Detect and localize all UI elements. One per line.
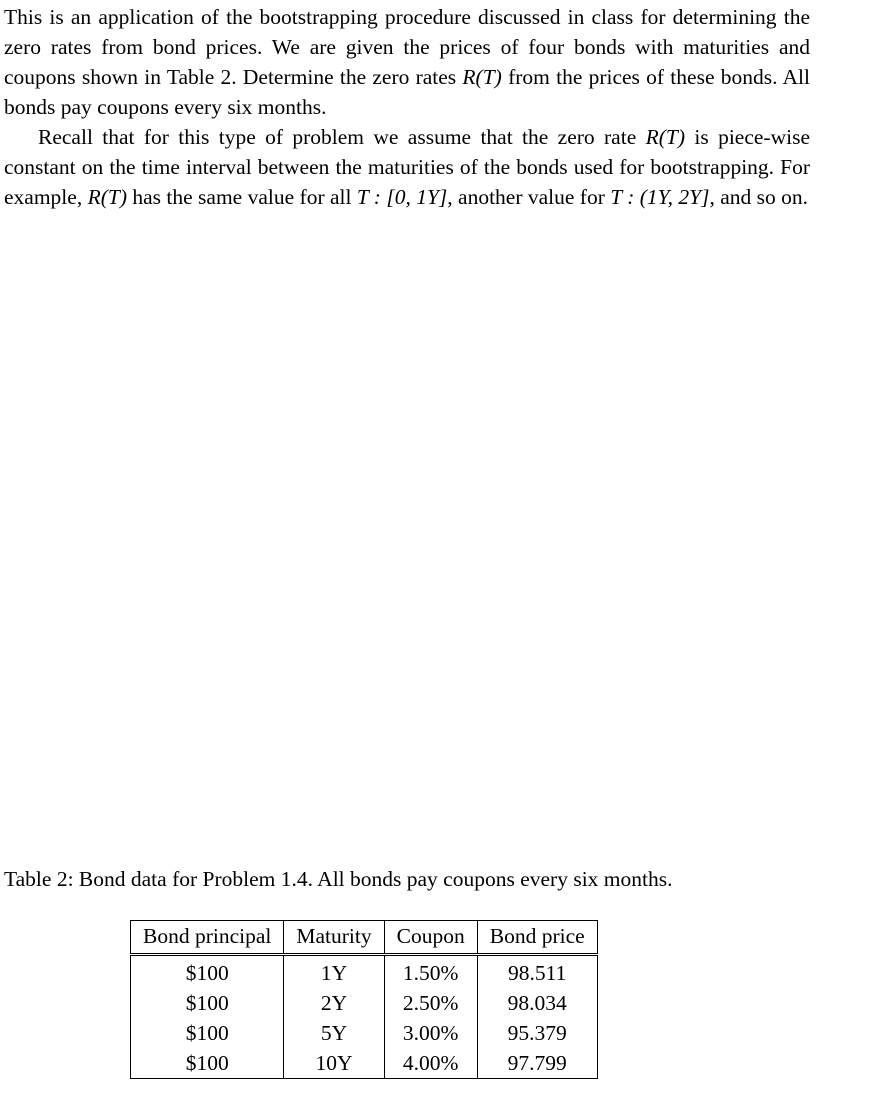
- math-interval-2: T : (1Y, 2Y]: [610, 185, 710, 209]
- bond-table-container: [130, 920, 598, 1079]
- cell-maturity: 5Y: [284, 1018, 384, 1048]
- table-row: [131, 988, 598, 1018]
- table-caption: Table 2: Bond data for Problem 1.4. All bonds pay coupons every six months.: [4, 867, 673, 891]
- header-maturity: Maturity: [284, 921, 384, 955]
- paragraph-text: This is an application of the bootstrapping procedure discussed in class for determining the zero rates from bond prices. We are given the prices of four bonds with maturities and coupons shown in Table 2. Determine the zero rates: [4, 5, 810, 89]
- table-row: [131, 955, 598, 989]
- header-coupon: Coupon: [384, 921, 477, 955]
- table-row: [131, 1048, 598, 1079]
- cell-principal: $100: [131, 1048, 284, 1079]
- paragraph-text: Recall that for this type of problem we assume that the zero rate: [38, 125, 646, 149]
- cell-price: 95.379: [477, 1018, 597, 1048]
- problem-paragraph-1: [4, 2, 810, 122]
- paragraph-text: , another value for: [447, 185, 611, 209]
- header-bond-price: Bond price: [477, 921, 597, 955]
- problem-paragraph-2: [4, 122, 810, 212]
- table-row: [131, 1018, 598, 1048]
- cell-coupon: 1.50%: [384, 955, 477, 989]
- cell-principal: $100: [131, 988, 284, 1018]
- cell-maturity: 2Y: [284, 988, 384, 1018]
- bond-data-table: [130, 920, 598, 1079]
- cell-principal: $100: [131, 1018, 284, 1048]
- cell-price: 98.034: [477, 988, 597, 1018]
- math-zero-rate: R(T): [87, 185, 127, 209]
- problem-text: [4, 2, 810, 212]
- paragraph-text: , and so on.: [709, 185, 809, 209]
- math-zero-rate: R(T): [645, 125, 686, 149]
- math-zero-rate: R(T): [462, 65, 502, 89]
- paragraph-text: has the same value for all: [127, 185, 357, 209]
- cell-maturity: 10Y: [284, 1048, 384, 1079]
- cell-principal: $100: [131, 955, 284, 989]
- table-header-row: [131, 921, 598, 955]
- cell-coupon: 3.00%: [384, 1018, 477, 1048]
- cell-price: 98.511: [477, 955, 597, 989]
- cell-coupon: 4.00%: [384, 1048, 477, 1079]
- paragraph-text: from the prices of these bonds. All bonds pay coupons every six months.: [4, 65, 810, 119]
- cell-price: 97.799: [477, 1048, 597, 1079]
- header-bond-principal: Bond principal: [131, 921, 284, 955]
- cell-coupon: 2.50%: [384, 988, 477, 1018]
- math-interval-1: T : [0, 1Y]: [356, 185, 448, 209]
- cell-maturity: 1Y: [284, 955, 384, 989]
- paragraph-text: is piece-wise constant on the time interval between the maturities of the bonds used for bootstrapping. For example,: [4, 125, 810, 209]
